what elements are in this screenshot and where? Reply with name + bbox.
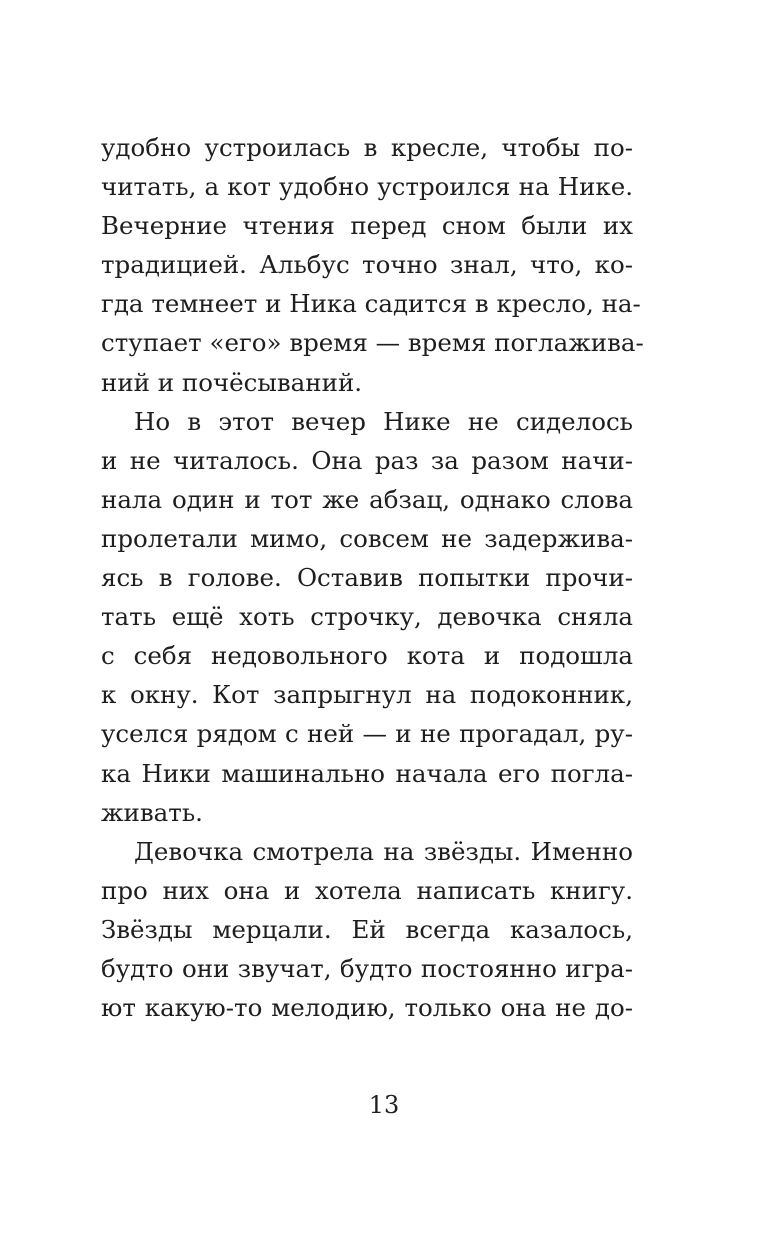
text-line: с себя недовольного кота и подошла: [101, 641, 633, 671]
text-line: и не читалось. Она раз за разом начи-: [101, 445, 633, 475]
text-line: Девочка смотрела на звёзды. Именно: [134, 836, 633, 866]
text-line: будто они звучат, будто постоянно игра-: [101, 953, 633, 983]
text-line: пролетали мимо, совсем не задержива-: [101, 523, 633, 553]
text-line: читать, а кот удобно устроился на Нике.: [101, 172, 633, 202]
text-line: Вечерние чтения перед сном были их: [101, 211, 633, 241]
text-line: Но в этот вечер Нике не сиделось: [134, 406, 633, 436]
text-line: ют какую-то мелодию, только она не до-: [101, 993, 633, 1023]
body-text: [101, 128, 644, 1027]
text-line: тать ещё хоть строчку, девочка сняла: [101, 602, 633, 632]
text-line: ступает «его» время — время поглажива-: [101, 328, 644, 358]
text-line: ясь в голове. Оставив попытки прочи-: [101, 563, 633, 593]
text-line: ний и почёсываний.: [101, 367, 363, 397]
text-line: удобно устроилась в кресле, чтобы по-: [101, 133, 633, 162]
text-line: живать.: [101, 797, 203, 827]
text-line: ка Ники машинально начала его погла-: [101, 758, 633, 788]
text-line: к окну. Кот запрыгнул на подоконник,: [101, 680, 633, 710]
page-number: 13: [368, 1091, 400, 1119]
text-line: традицией. Альбус точно знал, что, ко-: [101, 250, 633, 280]
text-line: Звёзды мерцали. Ей всегда казалось,: [101, 914, 633, 944]
text-line: уселся рядом с ней — и не прогадал, ру-: [101, 719, 633, 749]
text-line: гда темнеет и Ника садится в кресло, на-: [101, 289, 641, 319]
text-line: нала один и тот же абзац, однако слова: [101, 484, 633, 514]
text-line: про них она и хотела написать книгу.: [101, 875, 633, 905]
